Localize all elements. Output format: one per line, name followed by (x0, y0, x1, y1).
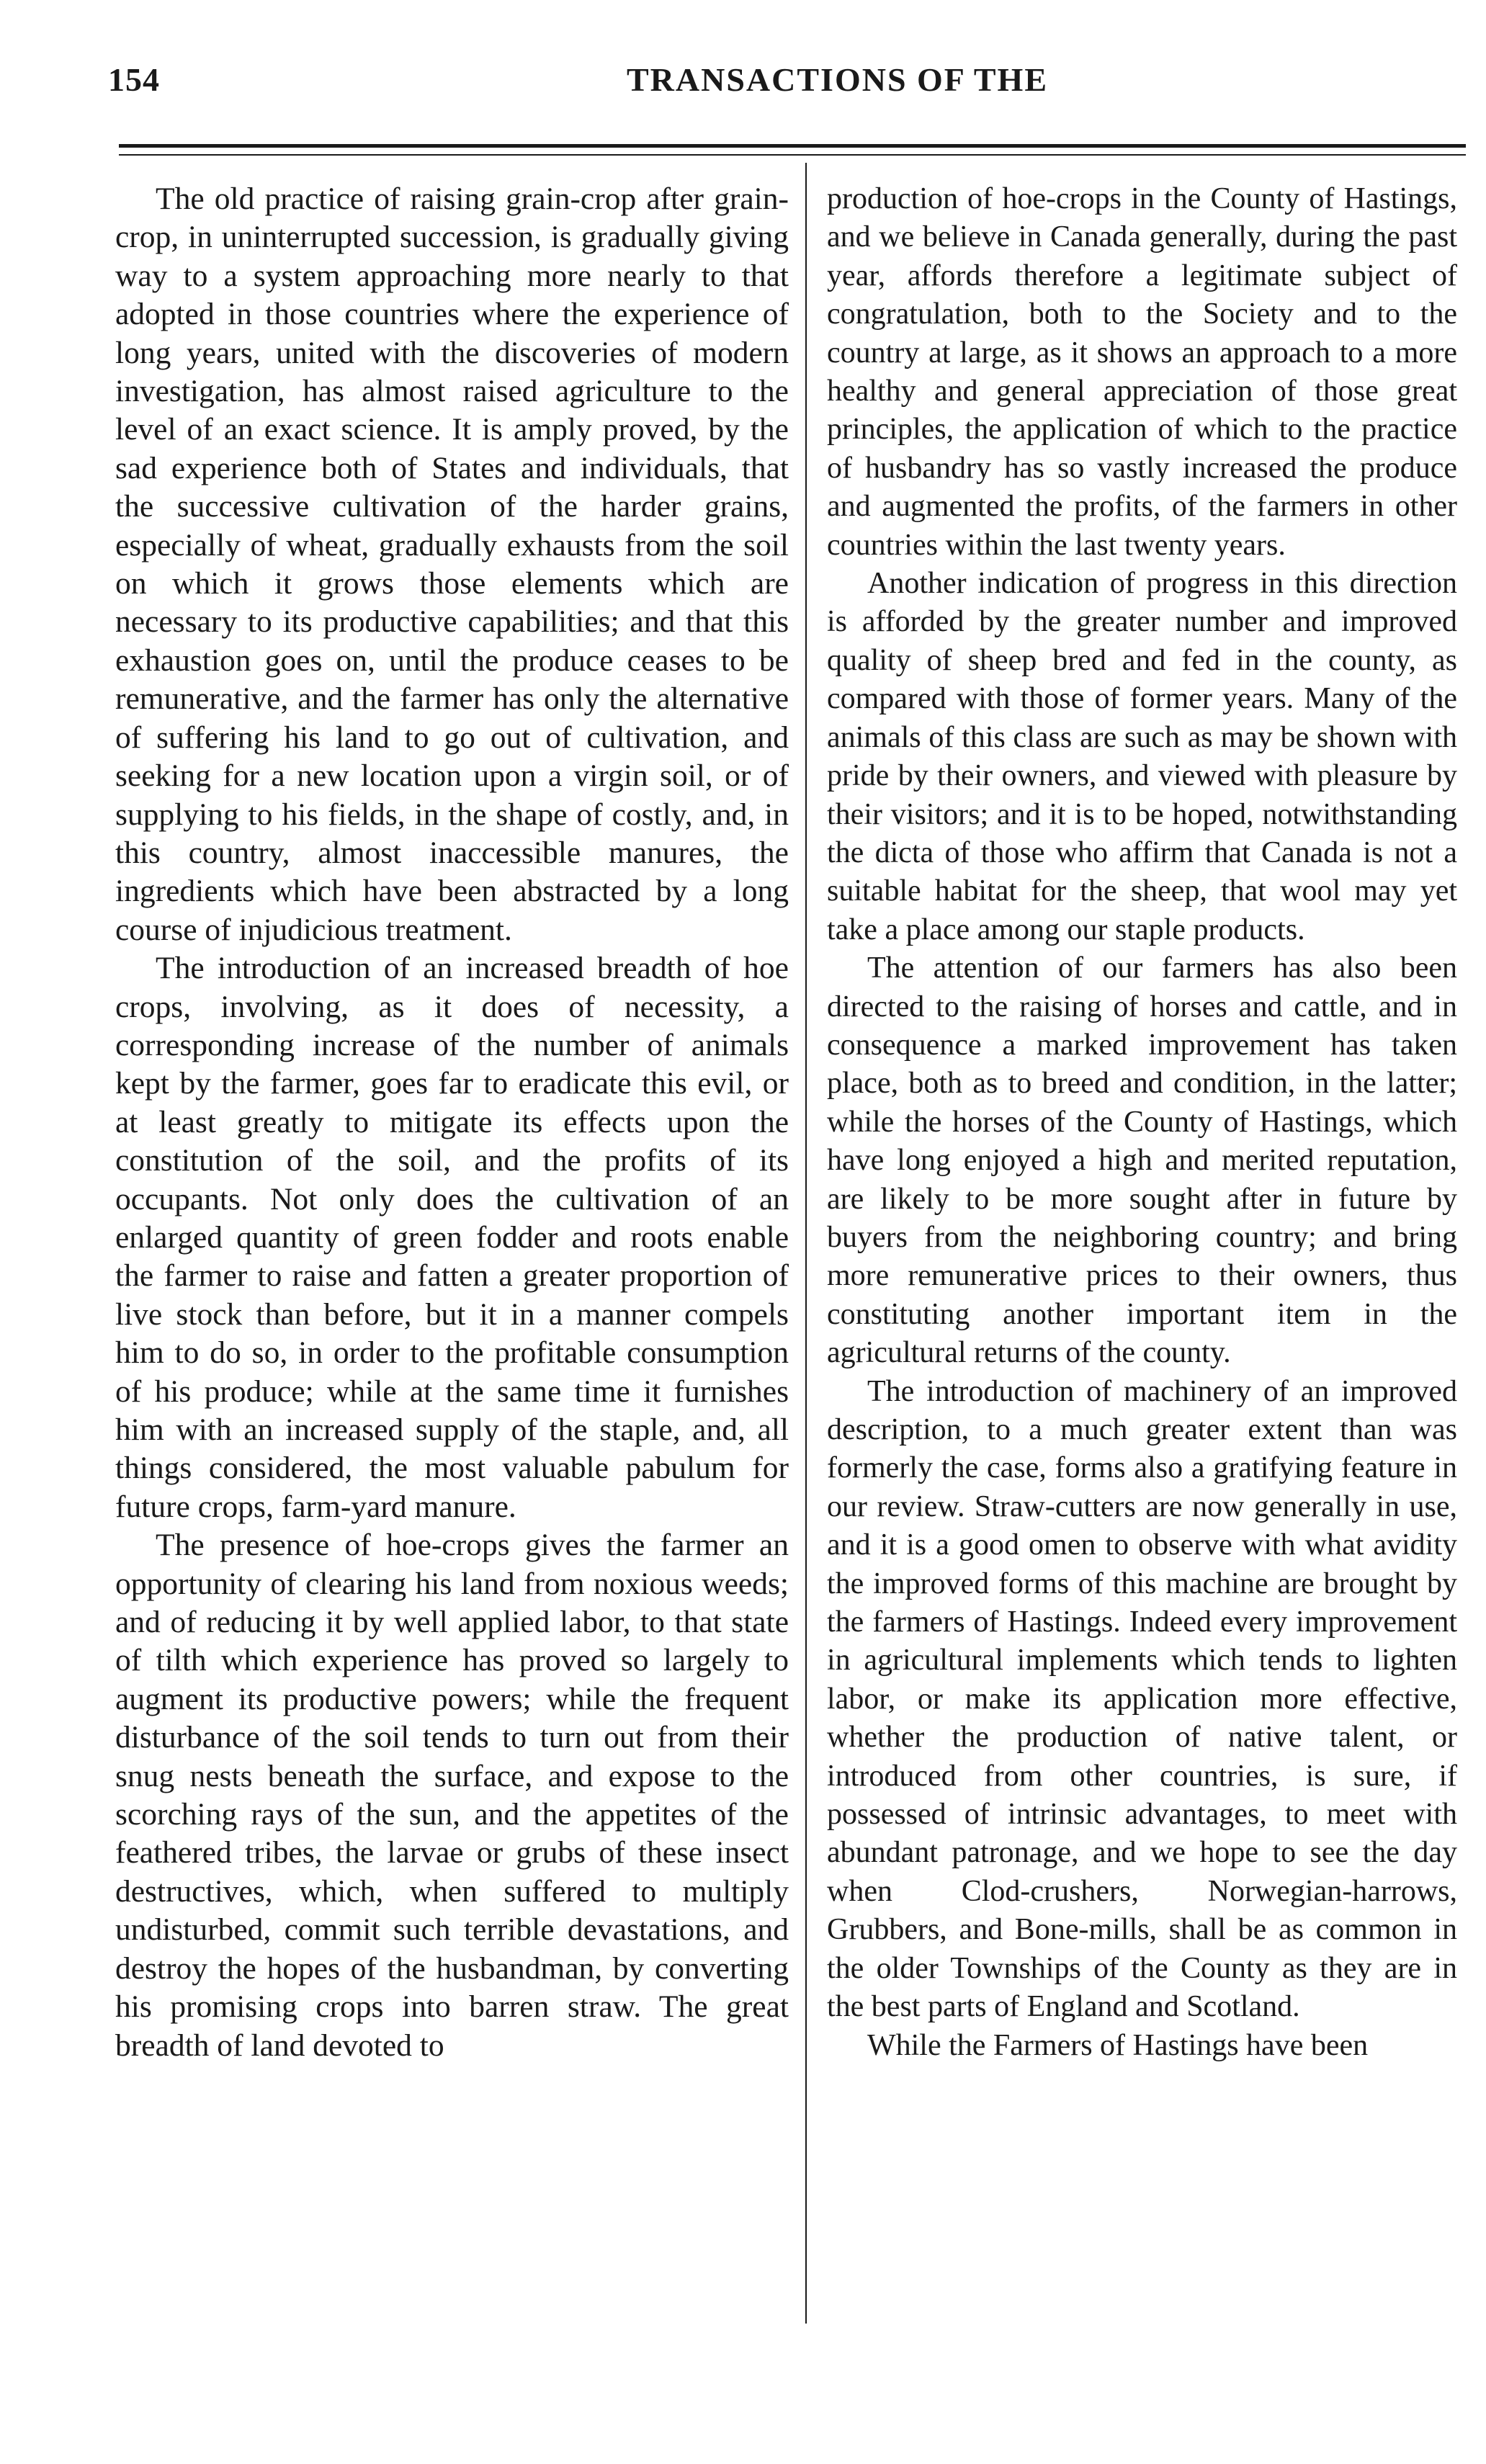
paragraph: The attention of our farmers has also been directed to the raising of horses and cattle, and in consequence a marked improvement has taken place, both as to breed and condition, in the latter; while the horses of the County of Hastings, which have long enjoyed a high and merited reputation, are likely to be more sought after in future by buyers from the neighboring country; and bring more remunerative prices to their owners, thus constituting another important item in the agricultural returns of the county. (827, 951, 1457, 1370)
header-rule-thin (119, 154, 1466, 156)
paragraph: Another indication of progress in this direction is afforded by the greater number and improved quality of sheep bred and fed in the county, as compared with those of former years. Many of the animals of this class are such as may be shown with pride by their owners, and viewed with pleasure by their visitors; and it is to be hoped, notwithstanding the dicta of those who affirm that Canada is not a suitable habitat for the sheep, that wool may yet take a place among our staple products. (827, 567, 1457, 946)
left-column (115, 180, 789, 2065)
paragraph-continued: production of hoe-crops in the County of Hastings, and we believe in Canada generally, during the past year, affords therefore a legitimate subject of congratulation, both to the Society and to the country at large, as it shows an approach to a more healthy and general appreciation of those great principles, the application of which to the practice of husbandry has so vastly increased the produce and augmented the profits, of the farmers in other countries within the last twenty years. (827, 182, 1457, 562)
paragraph: While the Farmers of Hastings have been (867, 2028, 1369, 2062)
paragraph: The introduction of machinery of an improved description, to a much greater extent than was formerly the case, forms also a gratifying feature in our review. Straw-cutters are now generally in use, and it is a good omen to observe with what avidity the improved forms of this machine are brought by the farmers of Hastings. Indeed every improvement in agricultural implements which tends to lighten labor, or make its application more effective, whether the production of native talent, or introduced from other countries, is sure, if possessed of intrinsic advantages, to meet with abundant patronage, and we hope to see the day when Clod-crushers, Norwegian-harrows, Grubbers, and Bone-mills, shall be as common in the older Townships of the County as they are in the best parts of England and Scotland. (827, 1374, 1457, 2024)
paragraph: The old practice of raising grain-crop after grain-crop, in uninterrupted succession, is gradually giving way to a system approaching more nearly to that adopted in those countries where the experience of long years, united with the discoveries of modern investigation, has almost raised agriculture to the level of an exact science. It is amply proved, by the sad experience both of States and individuals, that the successive cultivation of the harder grains, especially of wheat, gradually exhausts from the soil on which it grows those elements which are necessary to its productive capabilities; and that this exhaustion goes on, until the produce ceases to be remunerative, and the farmer has only the alternative of suffering his land to go out of cultivation, and seeking for a new location upon a virgin soil, or of supplying to his fields, in the shape of costly, and, in this country, almost inaccessible manures, the ingredients which have been abstracted by a long course of injudicious treatment. (115, 182, 789, 947)
header-rule-thick (119, 144, 1466, 148)
running-title: TRANSACTIONS OF THE (627, 61, 1049, 98)
paragraph: The presence of hoe-crops gives the farmer an opportunity of clearing his land from noxious weeds; and of reducing it by well applied labor, to that state of tilth which experience has proved so largely to augment its productive powers; while the frequent disturbance of the soil tends to turn out from their snug nests beneath the surface, and expose to the scorching rays of the sun, and the appetites of the feathered tribes, the larvae or grubs of these insect destructives, which, when suffered to multiply undisturbed, commit such terrible devastations, and destroy the hopes of the husbandman, by converting his promising crops into barren straw. The great breadth of land devoted to (115, 1528, 789, 2063)
page-number: 154 (108, 61, 160, 98)
right-column (827, 180, 1457, 2065)
paragraph: The introduction of an increased breadth of hoe crops, involving, as it does of necessity, a corresponding increase of the number of animals kept by the farmer, goes far to eradicate this evil, or at least greatly to mitigate its effects upon the constitution of the soil, and the profits of its occupants. Not only does the cultivation of an enlarged quantity of green fodder and roots enable the farmer to raise and fatten a greater proportion of live stock than before, but it in a manner compels him to do so, in order to the profitable consumption of his produce; while at the same time it furnishes him with an increased supply of the staple, and, all things considered, the most valuable pabulum for future crops, farm-yard manure. (115, 951, 789, 1524)
column-divider (805, 163, 807, 2324)
running-head (108, 61, 1397, 111)
